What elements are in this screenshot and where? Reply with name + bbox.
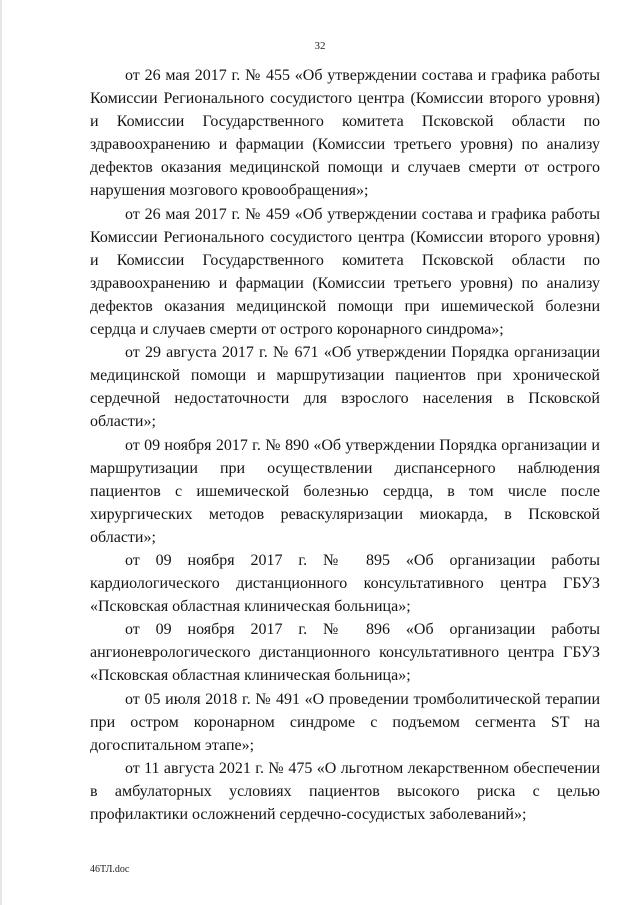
paragraph-4: от 09 ноября 2017 г. № 890 «Об утверждении Порядка организации и маршрутизации при осуществлении диспансерного наблюдения пациентов с ишемической болезнью сердца, в том числе после хирургических методов реваскуляризации миокарда, в Псковской области»; [90,436,600,546]
page-number: 32 [314,40,326,52]
paragraph-2: от 26 мая 2017 г. № 459 «Об утверждении состава и графика работы Комиссии Регионального сосудистого центра (Комиссии второго уровня) и Комиссии Государственного комитета Псковской области по здравоохранению и фармации (Комиссии третьего уровня) по анализу дефектов оказания медицинской помощи при ишемической болезни сердца и случаев смерти от острого коронарного синдрома»; [90,205,600,339]
paragraph-8: от 11 августа 2021 г. № 475 «О льготном лекарственном обеспечении в амбулаторных условиях пациентов высокого риска с целью профилактики осложнений сердечно-сосудистых заболеваний»; [90,759,600,823]
paragraph-6: от 09 ноября 2017 г. № 896 «Об организации работы ангионеврологического дистанционного консультативного центра ГБУЗ «Псковская областная клиническая больница»; [90,621,600,685]
scan-edge [0,0,2,905]
paragraph-7: от 05 июля 2018 г. № 491 «О проведении тромболитической терапии при остром коронарном синдроме с подъемом сегмента ST на догоспитальном этапе»; [90,690,600,754]
document-body [90,64,600,826]
paragraph-1: от 26 мая 2017 г. № 455 «Об утверждении состава и графика работы Комиссии Регионального сосудистого центра (Комиссии второго уровня) и Комиссии Государственного комитета Псковской области по здравоохранению и фармации (Комиссии третьего уровня) по анализу дефектов оказания медицинской помощи и случаев смерти от острого нарушения мозгового кровообращения»; [90,67,600,200]
footer-filename: 46ТЛ.doc [90,864,130,875]
paragraph-5: от 09 ноября 2017 г. № 895 «Об организации работы кардиологического дистанционного консультативного центра ГБУЗ «Псковская областная клиническая больница»; [90,551,600,616]
paragraph-3: от 29 августа 2017 г. № 671 «Об утверждении Порядка организации медицинской помощи и маршрутизации пациентов при хронической сердечной недостаточности для взрослого населения в Псковской области»; [90,344,600,431]
